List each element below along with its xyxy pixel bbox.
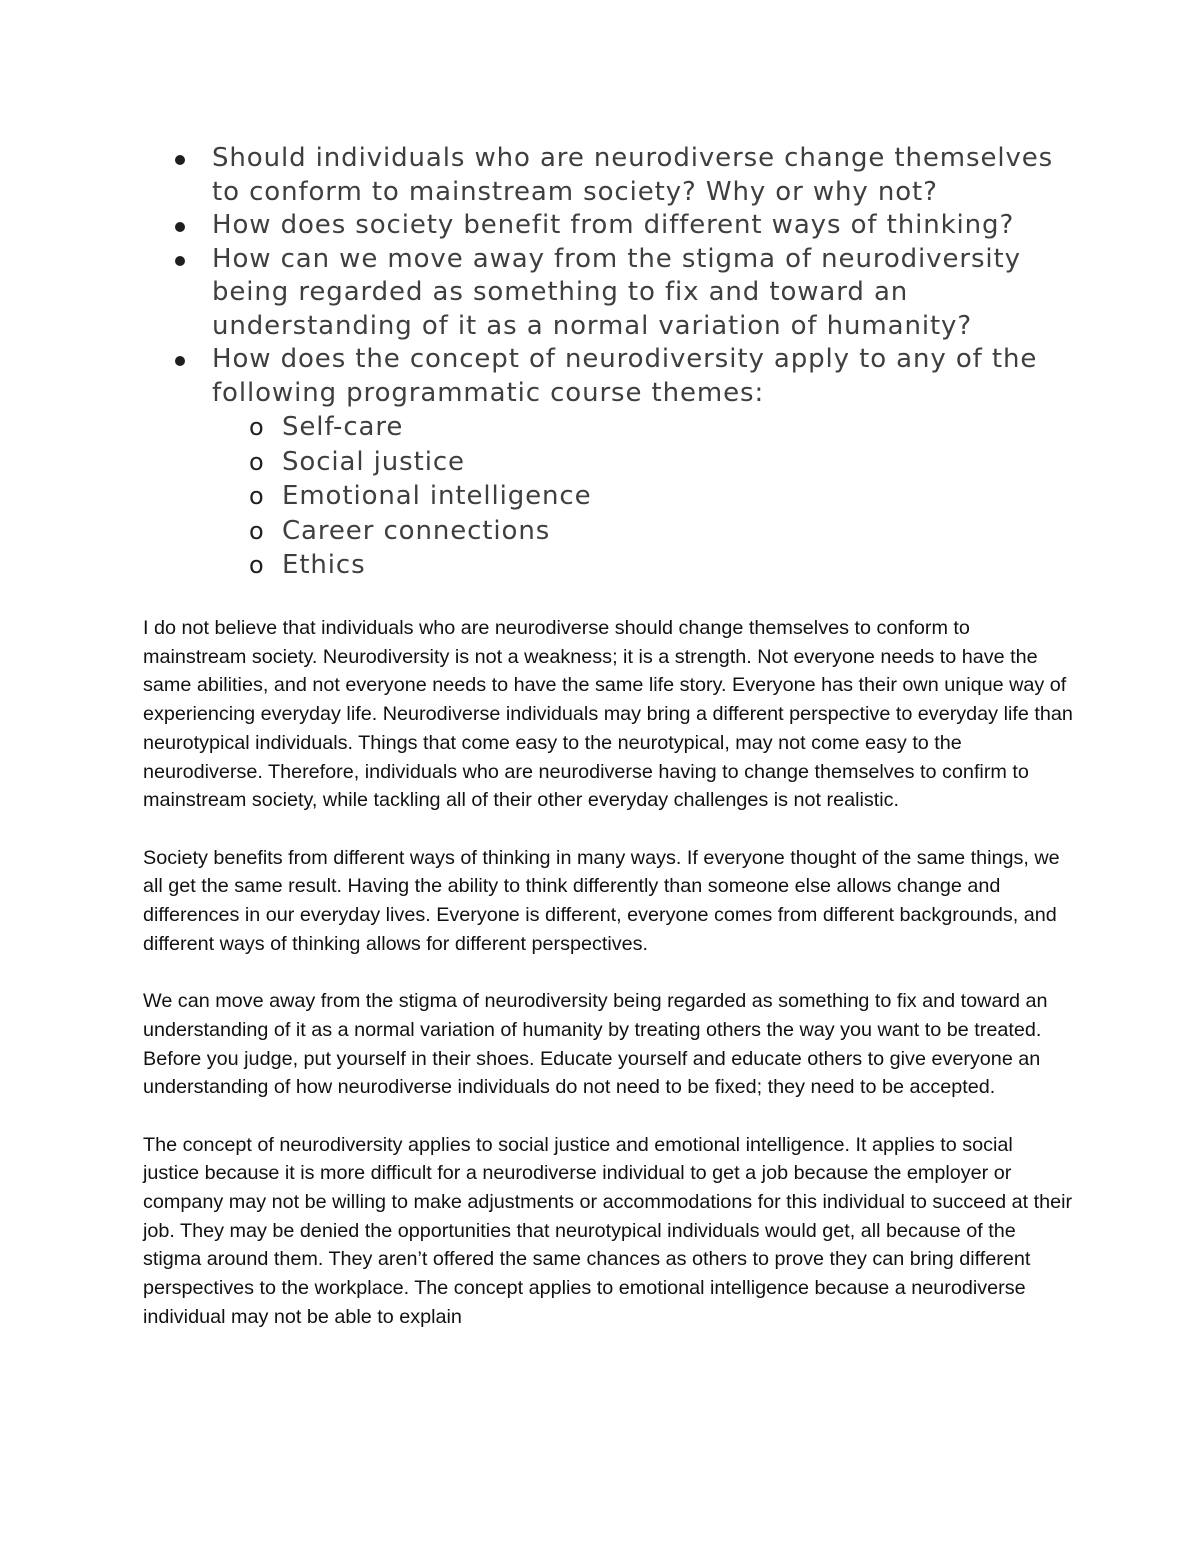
question-item xyxy=(172,142,1072,209)
question-text: How does the concept of neurodiversity apply to any of the following programmatic course themes: xyxy=(212,344,1038,408)
question-item xyxy=(172,343,1072,583)
theme-item xyxy=(212,445,1072,480)
bullet-icon xyxy=(175,222,185,232)
answer-paragraph: The concept of neurodiversity applies to social justice and emotional intelligence. It applies to social justice because it is more difficult for a neurodiverse individual to get a job because the employer or company may not be willing to make adjustments or accommodations for this individual to succeed at their job. They may be denied the opportunities that neurotypical individuals would get, all because of the stigma around them. They aren’t offered the same chances as others to prove they can bring different perspectives to the workplace. The concept applies to emotional intelligence because a neurodiverse individual may not be able to explain xyxy=(143,1133,1073,1328)
theme-text: Career connections xyxy=(282,515,551,546)
theme-text: Social justice xyxy=(282,446,465,477)
bullet-icon xyxy=(175,256,185,266)
theme-text: Ethics xyxy=(282,550,366,580)
circle-bullet-icon: o xyxy=(249,447,265,476)
bullet-icon xyxy=(175,356,185,366)
question-item xyxy=(172,243,1072,344)
question-item xyxy=(172,209,1072,243)
theme-item xyxy=(212,514,1072,549)
bullet-icon xyxy=(175,155,185,165)
circle-bullet-icon: o xyxy=(249,413,265,441)
question-text: Should individuals who are neurodiverse change themselves to conform to mainstream society? Why or why not? xyxy=(212,143,1054,207)
question-text: How can we move away from the stigma of neurodiversity being regarded as something to fix and toward an understanding of it as a normal variation of humanity? xyxy=(212,243,1021,341)
answer-paragraph: Society benefits from different ways of thinking in many ways. If everyone thought of the same things, we all get the same result. Having the ability to think differently than someone else allows change and differences in our everyday lives. Everyone is different, everyone comes from different backgrounds, and different ways of thinking allows for different perspectives. xyxy=(143,846,1060,955)
theme-item xyxy=(212,479,1072,514)
theme-item xyxy=(212,410,1072,445)
theme-list xyxy=(212,410,1072,583)
answer-paragraph: We can move away from the stigma of neurodiversity being regarded as something to fix and toward an understanding of it as a normal variation of humanity by treating others the way you want to be treated. Before you judge, put yourself in their shoes. Educate yourself and educate others to give everyone an understanding of how neurodiverse individuals do not need to be fixed; they need to be accepted. xyxy=(143,990,1048,1099)
answer-paragraph: I do not believe that individuals who are neurodiverse should change themselves to conform to mainstream society. Neurodiversity is not a weakness; it is a strength. Not everyone needs to have the same abilities, and not everyone needs to have the same life story. Everyone has their own unique way of experiencing everyday life. Neurodiverse individuals may bring a different perspective to everyday life than neurotypical individuals. Things that come easy to the neurotypical, may not come easy to the neurodiverse. Therefore, individuals who are neurodiverse having to change themselves to confirm to mainstream society, while tackling all of their other everyday challenges is not realistic. xyxy=(143,617,1073,812)
circle-bullet-icon: o xyxy=(249,482,265,510)
answer-section xyxy=(143,614,1073,1360)
question-text: How does society benefit from different ways of thinking? xyxy=(212,210,1015,240)
circle-bullet-icon: o xyxy=(249,551,265,579)
theme-item xyxy=(212,548,1072,583)
circle-bullet-icon: o xyxy=(249,516,265,545)
question-list xyxy=(172,142,1072,583)
theme-text: Emotional intelligence xyxy=(282,481,592,511)
theme-text: Self-care xyxy=(282,412,404,442)
